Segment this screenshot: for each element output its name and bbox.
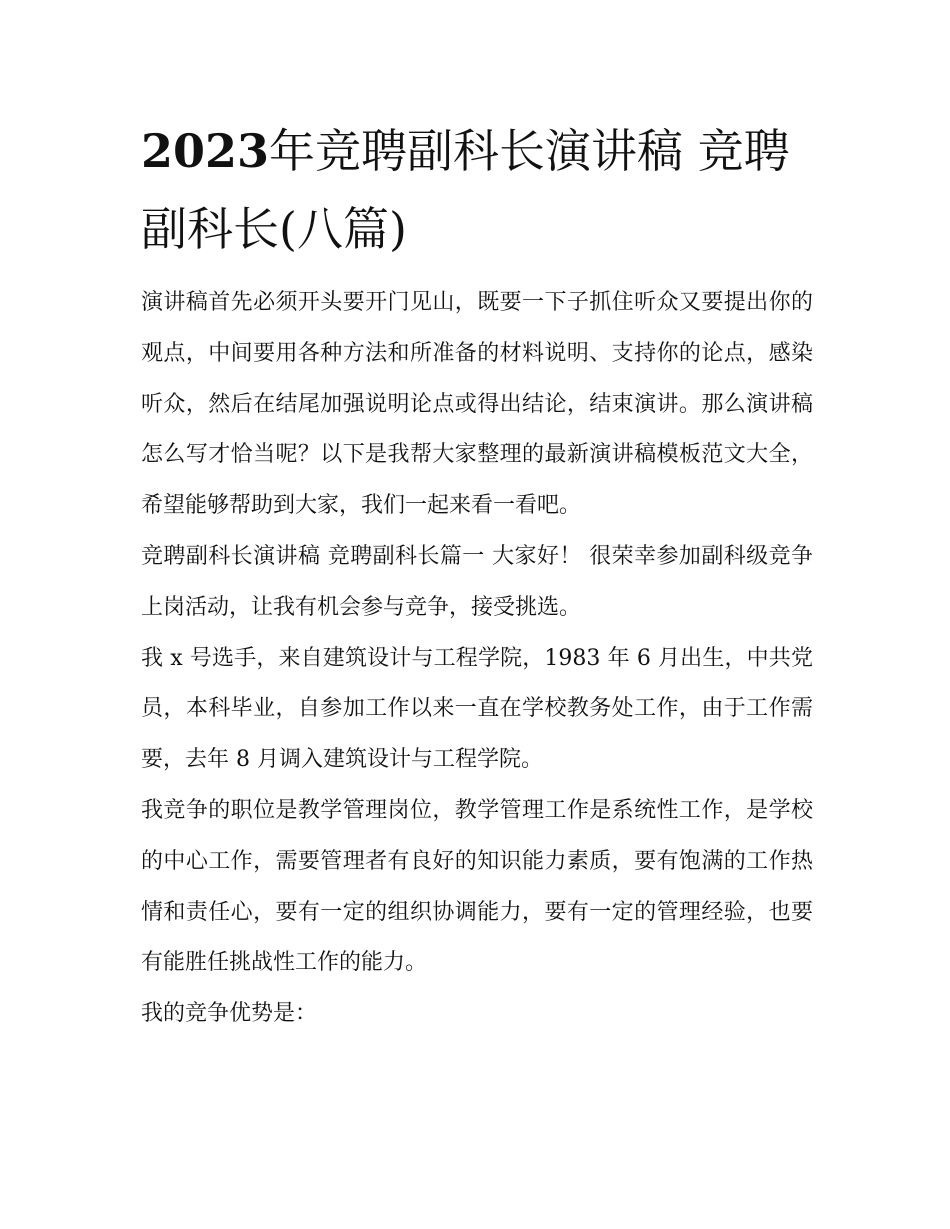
document-body xyxy=(141,112,813,1040)
paragraph-self-intro: 我 x 号选手，来自建筑设计与工程学院，1983 年 6 月出生，中共党员，本科毕业，自参加工作以来一直在学校教务处工作，由于工作需要，去年 8 月调入建筑设计与工程学院。 xyxy=(141,645,813,773)
title-text: 年竞聘副科长演讲稿 竞聘副科长(八篇) xyxy=(141,124,790,256)
paragraph-greeting: 竞聘副科长演讲稿 竞聘副科长篇一 大家好！ 很荣幸参加副科级竞争上岗活动，让我有机会参与竞争，接受挑选。 xyxy=(141,543,813,620)
paragraph-advantages: 我的竞争优势是： xyxy=(141,1001,318,1027)
paragraph-position: 我竞争的职位是教学管理岗位，教学管理工作是系统性工作，是学校的中心工作，需要管理者有良好的知识能力素质，要有饱满的工作热情和责任心，要有一定的组织协调能力，要有一定的管理经验，也要有能胜任挑战性工作的能力。 xyxy=(141,797,813,976)
paragraph-intro: 演讲稿首先必须开头要开门见山，既要一下子抓住听众又要提出你的观点，中间要用各种方法和所准备的材料说明、支持你的论点，感染听众，然后在结尾加强说明论点或得出结论，结束演讲。那么演讲稿怎么写才恰当呢？以下是我帮大家整理的最新演讲稿模板范文大全，希望能够帮助到大家，我们一起来看一看吧。 xyxy=(141,290,813,519)
title-spacer xyxy=(141,268,813,278)
title-year: 2023 xyxy=(141,124,270,178)
document-title xyxy=(141,112,813,268)
